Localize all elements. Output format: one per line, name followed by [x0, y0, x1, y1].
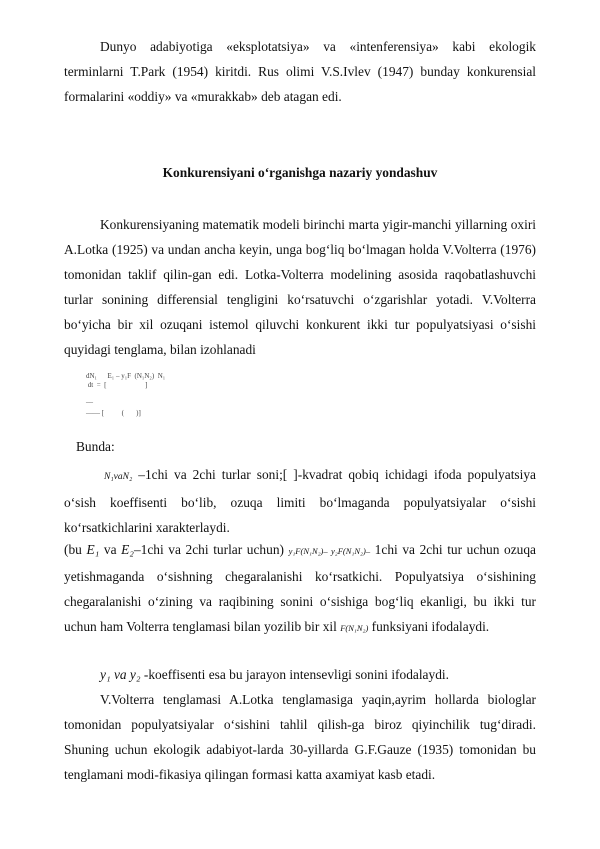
definition-coefficients: y₁ va y₂ -koeffisenti esa bu jarayon intensevligi sonini ifodalaydi.: [100, 667, 449, 682]
volterra-equation: [86, 372, 165, 418]
function-formula: F(N₁N₂): [340, 623, 369, 633]
equation-line-4: —— [ ( )]: [86, 409, 141, 417]
species-formula: N₁vaN₂: [104, 472, 133, 482]
e2-symbol: E₂: [121, 542, 134, 557]
definition-species-count: [64, 462, 536, 540]
model-paragraph: Konkurensiyaning matematik modeli birinchi marta yigir-manchi yillarning oxiri A.Lotka (1925) va undan ancha keyin, unga bog‘liq bo‘lmagan holda V.Volterra (1976) tomonidan taklif qilin-gan edi. Lotka-Volterra modelining asosida raqobatlashuvchi turlar sonining differensial tengligini ko‘rsatuvchi o‘zgarishlar yotadi. V.Volterra bo‘yicha bir xil ozuqani istemol qiluvchi konkurent ikki tur populyatsiyasi o‘sishi quyidagi tenglama, bilan izohlanadi: [64, 217, 536, 357]
equation-line-3: __: [86, 396, 93, 404]
definition-species-text: –1chi va 2chi turlar soni;[ ]-kvadrat qobiq ichidagi ifoda populyatsiya o‘sish koeffisenti bo‘lib, ozuqa limiti bo‘lmaganda populyatsiyalar o‘sishi ko‘rsatkichlarini xarakterlaydi.: [64, 467, 536, 535]
bunda-label: Bunda:: [76, 439, 115, 454]
section-heading: Konkurensiyani o‘rganishga nazariy yondashuv: [162, 165, 438, 180]
e1-symbol: E₁: [86, 542, 100, 557]
equation-line-2: dt = [ ]: [86, 381, 148, 389]
definition-growth-limit: (bu E₁ va E₂–1chi va 2chi turlar uchun) y₁F(N₁N₂)– y₂F(N₁N₂)– 1chi va 2chi tur uchun ozuqa yetishmaganda o‘sishning chegaralanishi ko‘rsatkichi. Populyatsiya o‘sishining chegaralanishi o‘zining va raqibining sonini o‘sishiga bog‘liq ekanligi, bu ikki tur uchun ham Volterra tenglamasi bilan yozilib bir xil F(N₁N₂) funksiyani ifodalaydi.: [64, 542, 536, 634]
closing-paragraph: V.Volterra tenglamasi A.Lotka tenglamasiga yaqin,ayrim hollarda biologlar tomonidan populyatsiyalar o‘sishini tahlil qilish-ga biroz qiyinchilik tug‘diradi. Shuning uchun ekologik adabiyot-larda 30-yillarda G.F.Gauze (1935) tomonidan bu tenglamani modi-fikasiya qilingan formasi katta axamiyat kasb etadi.: [64, 692, 536, 782]
equation-line-1: dN₁ E₁ – y₁F (N₁N₂) N₁: [86, 372, 166, 380]
coefficient-symbols: y₁ va y₂: [100, 667, 141, 682]
intro-paragraph: Dunyo adabiyotiga «eksplotatsiya» va «intenferensiya» kabi ekologik terminlarni T.Park (1954) kiritdi. Rus olimi V.S.Ivlev (1947) bunday konkurensial formalarini «oddiy» va «murakkab» deb atagan edi.: [64, 39, 536, 104]
limit-formula: y₁F(N₁N₂)– y₂F(N₁N₂)–: [288, 546, 371, 556]
